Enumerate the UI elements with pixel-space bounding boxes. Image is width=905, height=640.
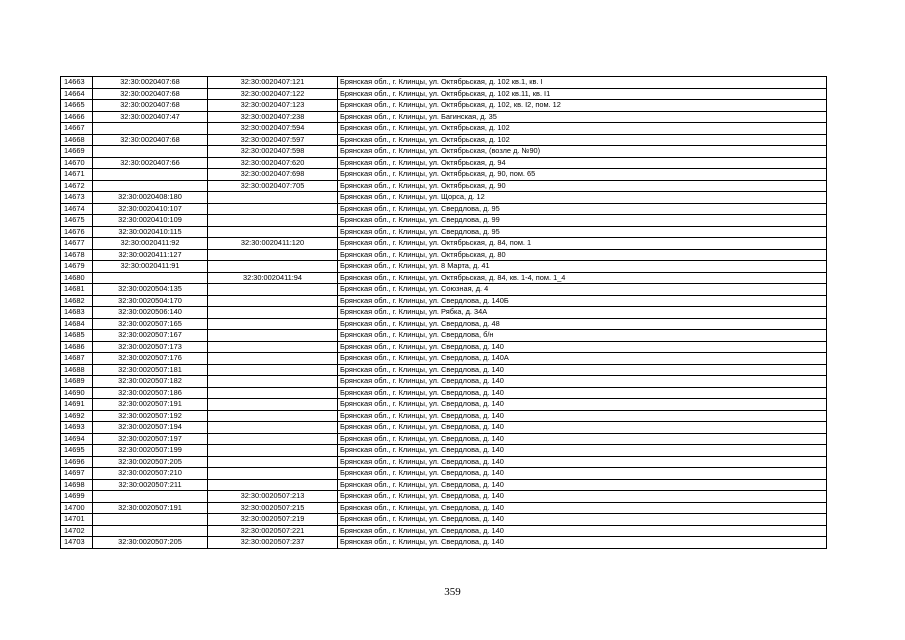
building-cadastral-number-cell	[208, 295, 338, 307]
table-row	[61, 307, 827, 319]
address-cell: Брянская обл., г. Клинцы, ул. Рябка, д. 34А	[338, 307, 827, 319]
address-cell: Брянская обл., г. Клинцы, ул. Свердлова, д. 140	[338, 376, 827, 388]
building-cadastral-number-cell	[208, 353, 338, 365]
address-cell: Брянская обл., г. Клинцы, ул. Октябрьская, д. 90	[338, 180, 827, 192]
land-cadastral-number-cell: 32:30:0020410:107	[93, 203, 208, 215]
building-cadastral-number-cell	[208, 215, 338, 227]
address-cell: Брянская обл., г. Клинцы, ул. Октябрьская, (возле д. №90)	[338, 146, 827, 158]
address-cell: Брянская обл., г. Клинцы, ул. Свердлова, д. 95	[338, 203, 827, 215]
address-cell: Брянская обл., г. Клинцы, ул. Октябрьская, д. 94	[338, 157, 827, 169]
address-cell: Брянская обл., г. Клинцы, ул. Свердлова, б/н	[338, 330, 827, 342]
row-number-cell: 14674	[61, 203, 93, 215]
building-cadastral-number-cell	[208, 479, 338, 491]
row-number-cell: 14676	[61, 226, 93, 238]
land-cadastral-number-cell: 32:30:0020407:68	[93, 77, 208, 89]
table-row	[61, 491, 827, 503]
table-row	[61, 330, 827, 342]
land-cadastral-number-cell: 32:30:0020507:173	[93, 341, 208, 353]
table-row	[61, 134, 827, 146]
row-number-cell: 14671	[61, 169, 93, 181]
building-cadastral-number-cell: 32:30:0020411:120	[208, 238, 338, 250]
table-row	[61, 261, 827, 273]
table-row	[61, 387, 827, 399]
row-number-cell: 14687	[61, 353, 93, 365]
land-cadastral-number-cell: 32:30:0020507:165	[93, 318, 208, 330]
table-row	[61, 284, 827, 296]
address-cell: Брянская обл., г. Клинцы, ул. Свердлова, д. 140	[338, 422, 827, 434]
address-cell: Брянская обл., г. Клинцы, ул. Свердлова, д. 140	[338, 445, 827, 457]
row-number-cell: 14689	[61, 376, 93, 388]
building-cadastral-number-cell	[208, 261, 338, 273]
row-number-cell: 14688	[61, 364, 93, 376]
building-cadastral-number-cell: 32:30:0020507:215	[208, 502, 338, 514]
table-row	[61, 376, 827, 388]
table-row	[61, 514, 827, 526]
building-cadastral-number-cell	[208, 399, 338, 411]
address-cell: Брянская обл., г. Клинцы, ул. Октябрьская, д. 84, кв. 1-4, пом. 1_4	[338, 272, 827, 284]
building-cadastral-number-cell	[208, 376, 338, 388]
table-row	[61, 445, 827, 457]
land-cadastral-number-cell: 32:30:0020410:109	[93, 215, 208, 227]
page-number: 359	[444, 586, 461, 598]
land-cadastral-number-cell: 32:30:0020507:197	[93, 433, 208, 445]
row-number-cell: 14680	[61, 272, 93, 284]
row-number-cell: 14669	[61, 146, 93, 158]
row-number-cell: 14690	[61, 387, 93, 399]
row-number-cell: 14678	[61, 249, 93, 261]
table-row	[61, 169, 827, 181]
building-cadastral-number-cell: 32:30:0020507:213	[208, 491, 338, 503]
address-cell: Брянская обл., г. Клинцы, ул. 8 Марта, д. 41	[338, 261, 827, 273]
land-cadastral-number-cell	[93, 525, 208, 537]
table-row	[61, 100, 827, 112]
address-cell: Брянская обл., г. Клинцы, ул. Свердлова, д. 48	[338, 318, 827, 330]
land-cadastral-number-cell: 32:30:0020507:182	[93, 376, 208, 388]
building-cadastral-number-cell	[208, 364, 338, 376]
address-cell: Брянская обл., г. Клинцы, ул. Свердлова, д. 140	[338, 387, 827, 399]
address-cell: Брянская обл., г. Клинцы, ул. Свердлова, д. 99	[338, 215, 827, 227]
building-cadastral-number-cell: 32:30:0020407:598	[208, 146, 338, 158]
table-row	[61, 410, 827, 422]
land-cadastral-number-cell: 32:30:0020507:205	[93, 456, 208, 468]
table-row	[61, 525, 827, 537]
building-cadastral-number-cell	[208, 307, 338, 319]
land-cadastral-number-cell: 32:30:0020407:68	[93, 88, 208, 100]
address-cell: Брянская обл., г. Клинцы, ул. Свердлова, д. 140	[338, 514, 827, 526]
address-cell: Брянская обл., г. Клинцы, ул. Свердлова, д. 140	[338, 456, 827, 468]
building-cadastral-number-cell: 32:30:0020507:219	[208, 514, 338, 526]
building-cadastral-number-cell: 32:30:0020407:121	[208, 77, 338, 89]
address-cell: Брянская обл., г. Клинцы, ул. Свердлова, д. 140	[338, 341, 827, 353]
row-number-cell: 14697	[61, 468, 93, 480]
building-cadastral-number-cell	[208, 410, 338, 422]
building-cadastral-number-cell	[208, 318, 338, 330]
address-cell: Брянская обл., г. Клинцы, ул. Октябрьская, д. 90, пом. 65	[338, 169, 827, 181]
building-cadastral-number-cell: 32:30:0020407:594	[208, 123, 338, 135]
table-row	[61, 353, 827, 365]
land-cadastral-number-cell: 32:30:0020408:180	[93, 192, 208, 204]
land-cadastral-number-cell	[93, 123, 208, 135]
building-cadastral-number-cell: 32:30:0020407:122	[208, 88, 338, 100]
row-number-cell: 14681	[61, 284, 93, 296]
table-row	[61, 77, 827, 89]
land-cadastral-number-cell: 32:30:0020507:210	[93, 468, 208, 480]
address-cell: Брянская обл., г. Клинцы, ул. Октябрьская, д. 102	[338, 123, 827, 135]
building-cadastral-number-cell	[208, 284, 338, 296]
table-row	[61, 479, 827, 491]
building-cadastral-number-cell	[208, 341, 338, 353]
land-cadastral-number-cell: 32:30:0020410:115	[93, 226, 208, 238]
table-row	[61, 249, 827, 261]
land-cadastral-number-cell	[93, 514, 208, 526]
land-cadastral-number-cell: 32:30:0020407:68	[93, 100, 208, 112]
address-cell: Брянская обл., г. Клинцы, ул. Багинская, д. 35	[338, 111, 827, 123]
address-cell: Брянская обл., г. Клинцы, ул. Свердлова, д. 140	[338, 433, 827, 445]
row-number-cell: 14696	[61, 456, 93, 468]
row-number-cell: 14701	[61, 514, 93, 526]
table-row	[61, 157, 827, 169]
table-row	[61, 422, 827, 434]
land-cadastral-number-cell: 32:30:0020504:170	[93, 295, 208, 307]
land-cadastral-number-cell: 32:30:0020507:181	[93, 364, 208, 376]
row-number-cell: 14700	[61, 502, 93, 514]
land-cadastral-number-cell: 32:30:0020504:135	[93, 284, 208, 296]
address-cell: Брянская обл., г. Клинцы, ул. Октябрьская, д. 102, кв. I2, пом. 12	[338, 100, 827, 112]
table-row	[61, 180, 827, 192]
row-number-cell: 14685	[61, 330, 93, 342]
building-cadastral-number-cell: 32:30:0020407:705	[208, 180, 338, 192]
row-number-cell: 14684	[61, 318, 93, 330]
row-number-cell: 14691	[61, 399, 93, 411]
land-cadastral-number-cell: 32:30:0020507:176	[93, 353, 208, 365]
table-row	[61, 238, 827, 250]
row-number-cell: 14664	[61, 88, 93, 100]
row-number-cell: 14673	[61, 192, 93, 204]
row-number-cell: 14698	[61, 479, 93, 491]
row-number-cell: 14675	[61, 215, 93, 227]
table-row	[61, 399, 827, 411]
address-cell: Брянская обл., г. Клинцы, ул. Свердлова, д. 140	[338, 479, 827, 491]
building-cadastral-number-cell	[208, 226, 338, 238]
land-cadastral-number-cell: 32:30:0020407:68	[93, 134, 208, 146]
land-cadastral-number-cell: 32:30:0020506:140	[93, 307, 208, 319]
register-table	[60, 76, 827, 549]
address-cell: Брянская обл., г. Клинцы, ул. Октябрьская, д. 102 кв.1, кв. I	[338, 77, 827, 89]
address-cell: Брянская обл., г. Клинцы, ул. Свердлова, д. 95	[338, 226, 827, 238]
address-cell: Брянская обл., г. Клинцы, ул. Свердлова, д. 140	[338, 410, 827, 422]
table-row	[61, 341, 827, 353]
address-cell: Брянская обл., г. Клинцы, ул. Щорса, д. 12	[338, 192, 827, 204]
row-number-cell: 14677	[61, 238, 93, 250]
address-cell: Брянская обл., г. Клинцы, ул. Свердлова, д. 140	[338, 537, 827, 549]
row-number-cell: 14695	[61, 445, 93, 457]
address-cell: Брянская обл., г. Клинцы, ул. Свердлова, д. 140	[338, 468, 827, 480]
row-number-cell: 14668	[61, 134, 93, 146]
address-cell: Брянская обл., г. Клинцы, ул. Свердлова, д. 140Б	[338, 295, 827, 307]
row-number-cell: 14692	[61, 410, 93, 422]
land-cadastral-number-cell: 32:30:0020507:194	[93, 422, 208, 434]
land-cadastral-number-cell: 32:30:0020507:186	[93, 387, 208, 399]
land-cadastral-number-cell: 32:30:0020507:205	[93, 537, 208, 549]
building-cadastral-number-cell: 32:30:0020507:221	[208, 525, 338, 537]
building-cadastral-number-cell: 32:30:0020407:620	[208, 157, 338, 169]
land-cadastral-number-cell: 32:30:0020407:47	[93, 111, 208, 123]
address-cell: Брянская обл., г. Клинцы, ул. Свердлова, д. 140	[338, 525, 827, 537]
building-cadastral-number-cell	[208, 445, 338, 457]
row-number-cell: 14666	[61, 111, 93, 123]
land-cadastral-number-cell: 32:30:0020507:167	[93, 330, 208, 342]
land-cadastral-number-cell: 32:30:0020507:191	[93, 502, 208, 514]
building-cadastral-number-cell: 32:30:0020407:238	[208, 111, 338, 123]
building-cadastral-number-cell	[208, 192, 338, 204]
address-cell: Брянская обл., г. Клинцы, ул. Союзная, д. 4	[338, 284, 827, 296]
address-cell: Брянская обл., г. Клинцы, ул. Октябрьская, д. 84, пом. 1	[338, 238, 827, 250]
building-cadastral-number-cell	[208, 468, 338, 480]
table-row	[61, 123, 827, 135]
table-row	[61, 146, 827, 158]
building-cadastral-number-cell: 32:30:0020411:94	[208, 272, 338, 284]
land-cadastral-number-cell: 32:30:0020411:92	[93, 238, 208, 250]
land-cadastral-number-cell: 32:30:0020411:127	[93, 249, 208, 261]
building-cadastral-number-cell	[208, 433, 338, 445]
land-cadastral-number-cell: 32:30:0020507:192	[93, 410, 208, 422]
address-cell: Брянская обл., г. Клинцы, ул. Октябрьская, д. 102 кв.11, кв. I1	[338, 88, 827, 100]
table-row	[61, 88, 827, 100]
building-cadastral-number-cell: 32:30:0020407:698	[208, 169, 338, 181]
table-row	[61, 537, 827, 549]
table-row	[61, 364, 827, 376]
building-cadastral-number-cell	[208, 203, 338, 215]
table-row	[61, 203, 827, 215]
address-cell: Брянская обл., г. Клинцы, ул. Свердлова, д. 140А	[338, 353, 827, 365]
table-row	[61, 226, 827, 238]
table-row	[61, 468, 827, 480]
land-cadastral-number-cell: 32:30:0020411:91	[93, 261, 208, 273]
row-number-cell: 14682	[61, 295, 93, 307]
building-cadastral-number-cell	[208, 387, 338, 399]
building-cadastral-number-cell: 32:30:0020507:237	[208, 537, 338, 549]
address-cell: Брянская обл., г. Клинцы, ул. Свердлова, д. 140	[338, 491, 827, 503]
row-number-cell: 14672	[61, 180, 93, 192]
address-cell: Брянская обл., г. Клинцы, ул. Октябрьская, д. 102	[338, 134, 827, 146]
building-cadastral-number-cell	[208, 422, 338, 434]
row-number-cell: 14693	[61, 422, 93, 434]
table-row	[61, 272, 827, 284]
row-number-cell: 14663	[61, 77, 93, 89]
row-number-cell: 14667	[61, 123, 93, 135]
table-row	[61, 192, 827, 204]
table-row	[61, 215, 827, 227]
row-number-cell: 14694	[61, 433, 93, 445]
row-number-cell: 14699	[61, 491, 93, 503]
row-number-cell: 14702	[61, 525, 93, 537]
building-cadastral-number-cell	[208, 330, 338, 342]
row-number-cell: 14665	[61, 100, 93, 112]
land-cadastral-number-cell	[93, 169, 208, 181]
address-cell: Брянская обл., г. Клинцы, ул. Октябрьская, д. 80	[338, 249, 827, 261]
row-number-cell: 14670	[61, 157, 93, 169]
table-row	[61, 456, 827, 468]
address-cell: Брянская обл., г. Клинцы, ул. Свердлова, д. 140	[338, 502, 827, 514]
building-cadastral-number-cell: 32:30:0020407:597	[208, 134, 338, 146]
land-cadastral-number-cell	[93, 272, 208, 284]
land-cadastral-number-cell	[93, 146, 208, 158]
address-cell: Брянская обл., г. Клинцы, ул. Свердлова, д. 140	[338, 364, 827, 376]
land-cadastral-number-cell: 32:30:0020507:191	[93, 399, 208, 411]
building-cadastral-number-cell	[208, 456, 338, 468]
row-number-cell: 14683	[61, 307, 93, 319]
land-cadastral-number-cell	[93, 491, 208, 503]
table-row	[61, 295, 827, 307]
row-number-cell: 14679	[61, 261, 93, 273]
land-cadastral-number-cell: 32:30:0020507:199	[93, 445, 208, 457]
row-number-cell: 14686	[61, 341, 93, 353]
building-cadastral-number-cell: 32:30:0020407:123	[208, 100, 338, 112]
table-row	[61, 433, 827, 445]
address-cell: Брянская обл., г. Клинцы, ул. Свердлова, д. 140	[338, 399, 827, 411]
table-row	[61, 502, 827, 514]
land-cadastral-number-cell: 32:30:0020407:66	[93, 157, 208, 169]
building-cadastral-number-cell	[208, 249, 338, 261]
table-row	[61, 111, 827, 123]
land-cadastral-number-cell	[93, 180, 208, 192]
row-number-cell: 14703	[61, 537, 93, 549]
register-table-body	[61, 77, 827, 549]
land-cadastral-number-cell: 32:30:0020507:211	[93, 479, 208, 491]
table-row	[61, 318, 827, 330]
